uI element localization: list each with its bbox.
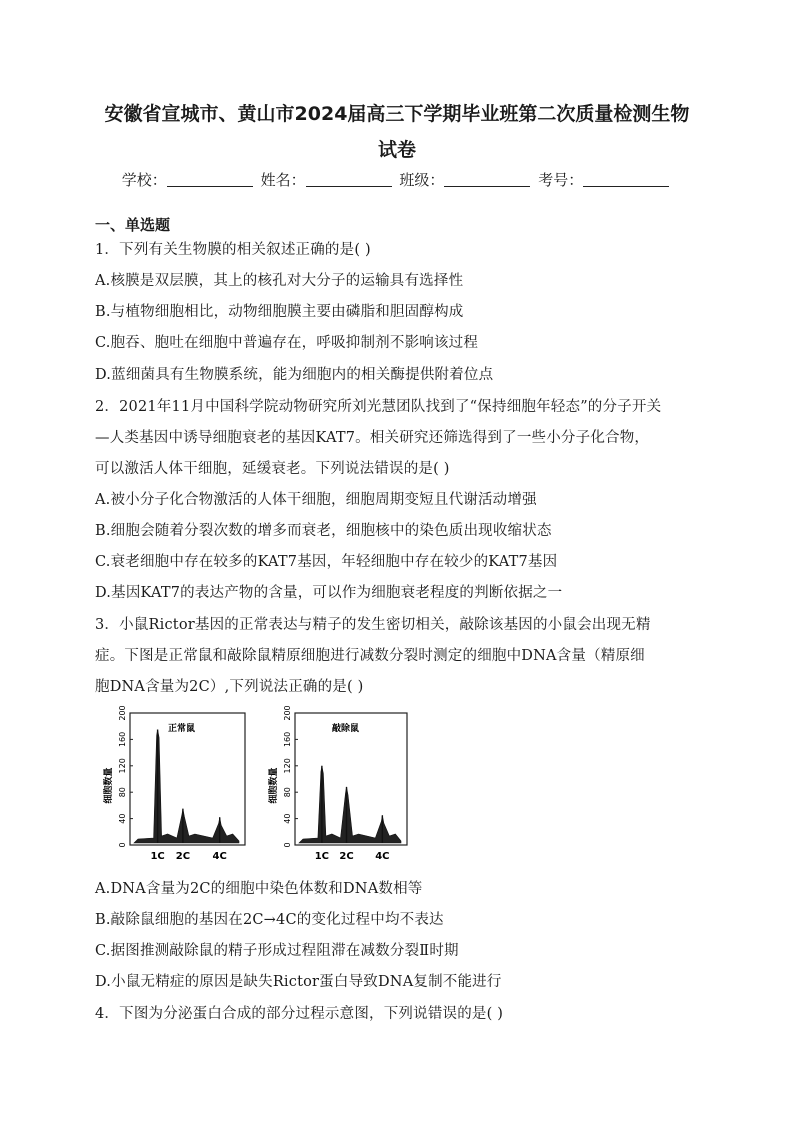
histogram-area — [134, 730, 239, 844]
y-tick-label: 40 — [118, 813, 127, 824]
section-heading: 一、单选题 — [95, 216, 171, 234]
y-tick-label: 200 — [283, 705, 292, 721]
document-title — [60, 96, 734, 168]
dna-content-figures — [103, 705, 433, 867]
y-axis-label: 细胞数量 — [104, 767, 114, 804]
q4-stem: 4．下图为分泌蛋白合成的部分过程示意图，下列说错误的是( ) — [95, 1006, 504, 1022]
histogram-area — [299, 766, 401, 843]
dna-histograms-svg — [103, 705, 433, 867]
q2-stem-line-2: —人类基因中诱导细胞衰老的基因KAT7。相关研究还筛选得到了一些小分子化合物， — [95, 430, 650, 446]
q1-stem: 1．下列有关生物膜的相关叙述正确的是( ) — [95, 242, 371, 258]
chart-title: 正常鼠 — [167, 724, 195, 734]
school-label: 学校： — [121, 171, 167, 189]
q2-option-b[interactable]: B.细胞会随着分裂次数的增多而衰老，细胞核中的染色质出现收缩状态 — [95, 523, 552, 539]
school-field[interactable] — [122, 169, 256, 190]
q3-stem-line-1: 3．小鼠Rictor基因的正常表达与精子的发生密切相关，敲除该基因的小鼠会出现无精 — [95, 617, 651, 633]
q2-option-a[interactable]: A.被小分子化合物激活的人体干细胞，细胞周期变短且代谢活动增强 — [95, 492, 537, 508]
school-blank[interactable] — [167, 172, 253, 187]
q3-stem-line-2: 症。下图是正常鼠和敲除鼠精原细胞进行减数分裂时测定的细胞中DNA含量（精原细 — [95, 648, 645, 664]
chart-title: 敲除鼠 — [331, 724, 359, 734]
q3-option-b[interactable]: B.敲除鼠细胞的基因在2C→4C的变化过程中均不表达 — [95, 912, 444, 928]
exam-number-field[interactable] — [538, 169, 672, 190]
y-tick-label: 200 — [118, 705, 127, 721]
title-line-1: 安徽省宣城市、黄山市2024届高三下学期毕业班第二次质量检测生物 — [104, 103, 690, 125]
q1-option-c[interactable]: C.胞吞、胞吐在细胞中普遍存在，呼吸抑制剂不影响该过程 — [95, 335, 479, 351]
y-tick-label: 80 — [283, 787, 292, 798]
q2-option-d[interactable]: D.基因KAT7的表达产物的含量，可以作为细胞衰老程度的判断依据之一 — [95, 585, 563, 601]
class-field[interactable] — [399, 169, 533, 190]
y-axis-label: 细胞数量 — [269, 767, 279, 804]
q2-option-c[interactable]: C.衰老细胞中存在较多的KAT7基因，年轻细胞中存在较少的KAT7基因 — [95, 554, 558, 570]
x-tick-1C: 1C — [314, 851, 330, 862]
q3-stem-line-3: 胞DNA含量为2C）,下列说法正确的是( ) — [95, 679, 364, 695]
student-info-fields — [0, 169, 794, 190]
knockout-mouse-histogram — [267, 705, 407, 862]
exam-number-blank[interactable] — [583, 172, 669, 187]
name-label: 姓名： — [260, 171, 306, 189]
x-tick-4C: 4C — [212, 851, 227, 862]
q1-option-d[interactable]: D.蓝细菌具有生物膜系统，能为细胞内的相关酶提供附着位点 — [95, 367, 494, 383]
q3-option-d[interactable]: D.小鼠无精症的原因是缺失Rictor蛋白导致DNA复制不能进行 — [95, 974, 502, 990]
y-tick-label: 0 — [283, 842, 292, 848]
class-blank[interactable] — [444, 172, 530, 187]
q3-option-c[interactable]: C.据图推测敲除鼠的精子形成过程阻滞在减数分裂Ⅱ时期 — [95, 943, 459, 959]
y-tick-label: 120 — [283, 758, 292, 774]
q2-stem-line-3: 可以激活人体干细胞，延缓衰老。下列说法错误的是( ) — [95, 461, 450, 477]
y-tick-label: 0 — [118, 842, 127, 848]
title-line-2: 试卷 — [377, 139, 416, 161]
q1-option-b[interactable]: B.与植物细胞相比，动物细胞膜主要由磷脂和胆固醇构成 — [95, 304, 464, 320]
y-tick-label: 120 — [118, 758, 127, 774]
y-tick-label: 160 — [118, 731, 127, 748]
y-tick-label: 160 — [283, 731, 292, 748]
exam-number-label: 考号： — [538, 171, 584, 189]
class-label: 班级： — [399, 171, 445, 189]
y-tick-label: 80 — [118, 787, 127, 798]
x-tick-1C: 1C — [150, 851, 165, 862]
q1-option-a[interactable]: A.核膜是双层膜，其上的核孔对大分子的运输具有选择性 — [95, 273, 464, 289]
q2-stem-line-1: 2．2021年11月中国科学院动物研究所刘光慧团队找到了“保持细胞年轻态”的分子开关 — [95, 399, 662, 415]
y-tick-label: 40 — [283, 813, 292, 824]
q3-option-a[interactable]: A.DNA含量为2C的细胞中染色体数和DNA数相等 — [95, 881, 423, 897]
name-field[interactable] — [261, 169, 395, 190]
x-tick-2C: 2C — [175, 851, 191, 862]
name-blank[interactable] — [306, 172, 392, 187]
x-tick-2C: 2C — [339, 851, 354, 862]
normal-mouse-histogram — [103, 705, 245, 862]
x-tick-4C: 4C — [375, 851, 390, 862]
